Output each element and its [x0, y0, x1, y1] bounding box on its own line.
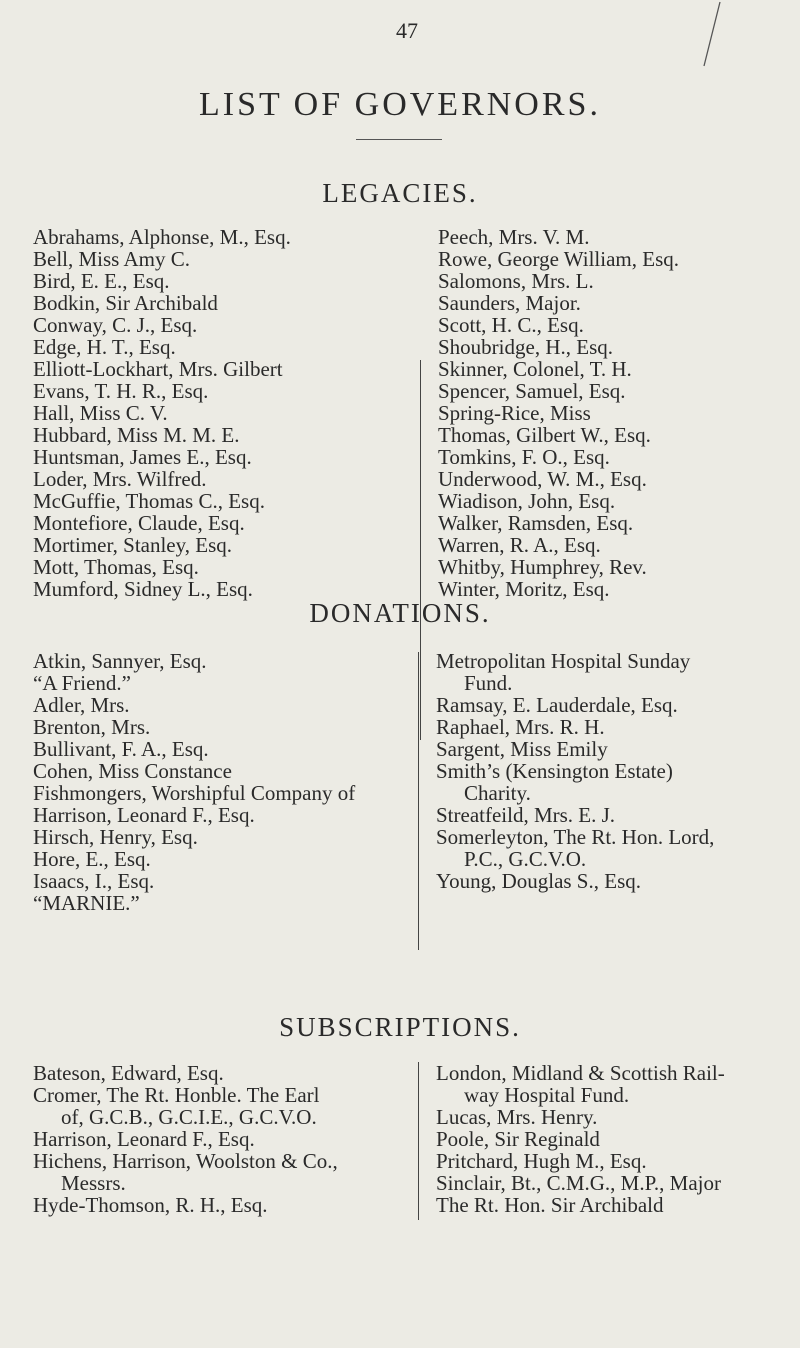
governor-entry: Hubbard, Miss M. M. E. [33, 423, 240, 447]
governor-entry: Underwood, W. M., Esq. [438, 467, 647, 491]
governor-entry: Tomkins, F. O., Esq. [438, 445, 610, 469]
governor-entry: Scott, H. C., Esq. [438, 313, 584, 337]
governor-entry: Bateson, Edward, Esq. [33, 1061, 224, 1085]
governor-entry: Sinclair, Bt., C.M.G., M.P., Major [436, 1171, 722, 1195]
governor-entry: Conway, C. J., Esq. [33, 313, 198, 337]
governor-entry: Pritchard, Hugh M., Esq. [436, 1149, 647, 1173]
governor-entry: Young, Douglas S., Esq. [436, 869, 641, 893]
subscriptions-left-column [33, 1062, 338, 1216]
governor-entry: Streatfeild, Mrs. E. J. [436, 803, 616, 827]
subscriptions-heading: SUBSCRIPTIONS. [279, 1012, 521, 1042]
legacies-column-rule [420, 360, 421, 740]
governor-entry: Abrahams, Alphonse, M., Esq. [33, 225, 291, 249]
legacies-left-column [33, 226, 291, 600]
governor-entry: Mortimer, Stanley, Esq. [33, 533, 233, 557]
governor-entry: Wiadison, John, Esq. [438, 489, 616, 513]
governor-entry: Hall, Miss C. V. [33, 401, 168, 425]
governor-entry: Hore, E., Esq. [33, 847, 151, 871]
governor-entry: Ramsay, E. Lauderdale, Esq. [436, 693, 678, 717]
governor-entry: Bodkin, Sir Archibald [33, 291, 218, 315]
governor-entry: Hyde-Thomson, R. H., Esq. [33, 1193, 268, 1217]
donations-column-rule [418, 652, 419, 950]
title-rule [356, 139, 442, 140]
governor-entry: Warren, R. A., Esq. [438, 533, 601, 557]
governor-entry: Metropolitan Hospital Sunday [436, 649, 691, 673]
governor-entry: Messrs. [61, 1171, 126, 1195]
governor-entry: Mumford, Sidney L., Esq. [33, 577, 253, 601]
governor-entry: Harrison, Leonard F., Esq. [33, 803, 255, 827]
governor-entry: Rowe, George William, Esq. [438, 247, 680, 271]
governor-entry: Bell, Miss Amy C. [33, 247, 190, 271]
governor-entry: Spring-Rice, Miss [438, 401, 591, 425]
governor-entry: Harrison, Leonard F., Esq. [33, 1127, 255, 1151]
governor-entry: Evans, T. H. R., Esq. [33, 379, 209, 403]
governor-entry: Cohen, Miss Constance [33, 759, 232, 783]
governor-entry: Fund. [464, 671, 513, 695]
governor-entry: Loder, Mrs. Wilfred. [33, 467, 207, 491]
subscriptions-right-column [436, 1062, 725, 1216]
donations-heading: DONATIONS. [309, 598, 491, 628]
governor-entry: “MARNIE.” [33, 891, 140, 915]
page-number: 47 [396, 18, 418, 43]
governor-entry: Huntsman, James E., Esq. [33, 445, 252, 469]
governor-entry: Elliott-Lockhart, Mrs. Gilbert [33, 357, 283, 381]
governor-entry: Spencer, Samuel, Esq. [438, 379, 626, 403]
governor-entry: The Rt. Hon. Sir Archibald [436, 1193, 664, 1217]
legacies-right-column [438, 226, 679, 600]
donations-left-column [33, 650, 355, 914]
pencil-mark [700, 0, 724, 70]
governor-entry: Lucas, Mrs. Henry. [436, 1105, 598, 1129]
governor-entry: Peech, Mrs. V. M. [438, 225, 590, 249]
governor-entry: Skinner, Colonel, T. H. [438, 357, 632, 381]
governor-entry: Salomons, Mrs. L. [438, 269, 594, 293]
governor-entry: Walker, Ramsden, Esq. [438, 511, 634, 535]
governor-entry: P.C., G.C.V.O. [464, 847, 587, 871]
governor-entry: Isaacs, I., Esq. [33, 869, 155, 893]
subscriptions-column-rule [418, 1062, 419, 1220]
governor-entry: Smith’s (Kensington Estate) [436, 759, 673, 783]
legacies-heading: LEGACIES. [322, 178, 478, 208]
governor-entry: London, Midland & Scottish Rail- [436, 1061, 725, 1085]
governor-entry: Mott, Thomas, Esq. [33, 555, 199, 579]
governor-entry: Fishmongers, Worshipful Company of [33, 781, 356, 805]
governor-entry: Raphael, Mrs. R. H. [436, 715, 605, 739]
governor-entry: Shoubridge, H., Esq. [438, 335, 613, 359]
governor-entry: Hichens, Harrison, Woolston & Co., [33, 1149, 338, 1173]
governor-entry: Thomas, Gilbert W., Esq. [438, 423, 651, 447]
governor-entry: Cromer, The Rt. Honble. The Earl [33, 1083, 320, 1107]
governor-entry: Edge, H. T., Esq. [33, 335, 176, 359]
governor-entry: Saunders, Major. [438, 291, 581, 315]
governor-entry: Montefiore, Claude, Esq. [33, 511, 245, 535]
governor-entry: Whitby, Humphrey, Rev. [438, 555, 647, 579]
governor-entry: Winter, Moritz, Esq. [438, 577, 610, 601]
governor-entry: McGuffie, Thomas C., Esq. [33, 489, 265, 513]
governor-entry: Bird, E. E., Esq. [33, 269, 170, 293]
governor-entry: “A Friend.” [33, 671, 131, 695]
governor-entry: way Hospital Fund. [464, 1083, 630, 1107]
governor-entry: of, G.C.B., G.C.I.E., G.C.V.O. [61, 1105, 317, 1129]
page-title: LIST OF GOVERNORS. [199, 86, 601, 123]
governor-entry: Poole, Sir Reginald [436, 1127, 600, 1151]
governor-entry: Atkin, Sannyer, Esq. [33, 649, 207, 673]
donations-right-column [436, 650, 714, 892]
governor-entry: Sargent, Miss Emily [436, 737, 608, 761]
governor-entry: Bullivant, F. A., Esq. [33, 737, 209, 761]
governor-entry: Somerleyton, The Rt. Hon. Lord, [436, 825, 715, 849]
governor-entry: Charity. [464, 781, 531, 805]
governor-entry: Hirsch, Henry, Esq. [33, 825, 198, 849]
governor-entry: Adler, Mrs. [33, 693, 130, 717]
governor-entry: Brenton, Mrs. [33, 715, 151, 739]
